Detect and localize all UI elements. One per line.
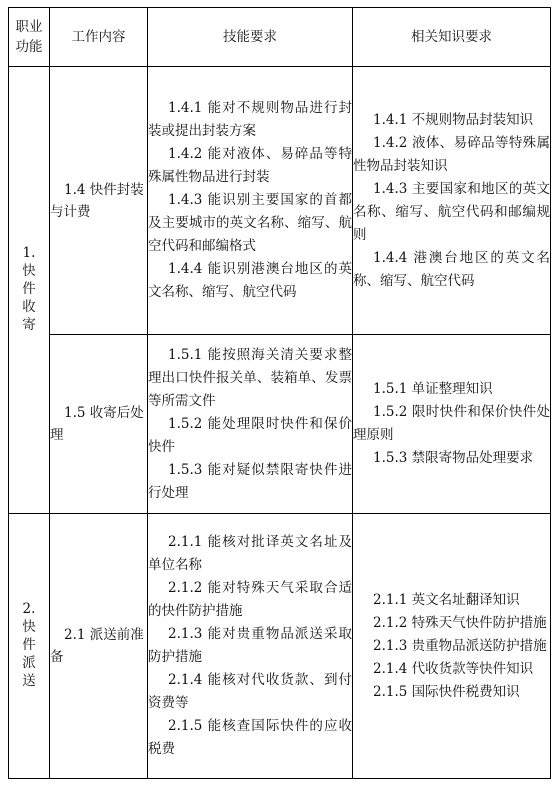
- table-row: [9, 514, 551, 779]
- skill-item: 1.4.3 能识别主要国家的首都及主要城市的英文名称、缩写、航空代码和邮编格式: [148, 192, 352, 254]
- skill-item: 1.4.2 能对液体、易碎品等特殊属性物品进行封装: [148, 146, 352, 185]
- skill-item: 1.5.3 能对疑似禁限寄快件进行处理: [148, 461, 352, 501]
- skill-item: 1.4.1 能对不规则物品进行封装或提出封装方案: [148, 100, 352, 139]
- function-label: 1.快件收寄: [22, 244, 36, 333]
- header-function: 职业功能: [9, 8, 50, 67]
- skill-item: 1.4.4 能识别港澳台地区的英文名称、缩写、航空代码: [148, 261, 352, 300]
- skills-cell: [148, 514, 353, 779]
- skill-item: 2.1.5 能核查国际快件的应收税费: [148, 718, 352, 757]
- function-label: 2.快件派送: [22, 600, 36, 689]
- content-label: 1.4 快件封装与计费: [50, 181, 144, 220]
- skill-item: 2.1.4 能核对代收货款、到付资费等: [148, 672, 352, 711]
- header-skills: 技能要求: [148, 8, 353, 67]
- knowledge-item: 2.1.5 国际快件税费知识: [373, 683, 520, 700]
- content-label: 2.1 派送前准备: [50, 627, 144, 665]
- header-row: [9, 8, 551, 67]
- knowledge-item: 1.5.1 单证整理知识: [373, 381, 493, 397]
- knowledge-item: 2.1.1 英文名址翻译知识: [373, 591, 520, 608]
- knowledge-item: 2.1.2 特殊天气快件防护措施: [373, 614, 547, 631]
- content-label: 1.5 收寄后处理: [50, 405, 144, 443]
- table-row: [9, 335, 551, 514]
- skill-item: 2.1.2 能对特殊天气采取合适的快件防护措施: [148, 580, 352, 619]
- skill-item: 1.5.2 能处理限时快件和保价快件: [148, 415, 352, 455]
- skill-item: 1.5.1 能按照海关清关要求整理出口快件报关单、装箱单、发票等所需文件: [148, 346, 352, 409]
- knowledge-item: 1.4.3 主要国家和地区的英文名称、缩写、航空代码和邮编规则: [353, 180, 550, 243]
- competency-table: [8, 7, 551, 779]
- skill-item: 2.1.3 能对贵重物品派送采取防护措施: [148, 626, 352, 665]
- knowledge-cell: [353, 335, 551, 514]
- knowledge-cell: [353, 514, 551, 779]
- content-cell: [50, 335, 148, 514]
- header-knowledge: 相关知识要求: [353, 8, 551, 67]
- knowledge-cell: [353, 67, 551, 335]
- table-row: [9, 67, 551, 335]
- content-cell: [50, 67, 148, 335]
- knowledge-item: 1.4.4 港澳台地区的英文名称、缩写、航空代码: [353, 249, 550, 289]
- content-cell: [50, 514, 148, 779]
- knowledge-item: 1.5.3 禁限寄物品处理要求: [373, 450, 534, 466]
- skills-cell: [148, 67, 353, 335]
- knowledge-item: 1.5.2 限时快件和保价快件处理原则: [353, 404, 550, 443]
- skill-item: 2.1.1 能核对批译英文名址及单位名称: [148, 534, 352, 573]
- header-content: 工作内容: [50, 8, 148, 67]
- function-cell: [9, 514, 50, 779]
- function-cell: [9, 67, 50, 514]
- skills-cell: [148, 335, 353, 514]
- knowledge-item: 2.1.3 贵重物品派送防护措施: [373, 637, 547, 654]
- knowledge-item: 2.1.4 代收货款等快件知识: [373, 660, 534, 677]
- knowledge-item: 1.4.2 液体、易碎品等特殊属性物品封装知识: [353, 134, 550, 174]
- knowledge-item: 1.4.1 不规则物品封装知识: [373, 111, 534, 128]
